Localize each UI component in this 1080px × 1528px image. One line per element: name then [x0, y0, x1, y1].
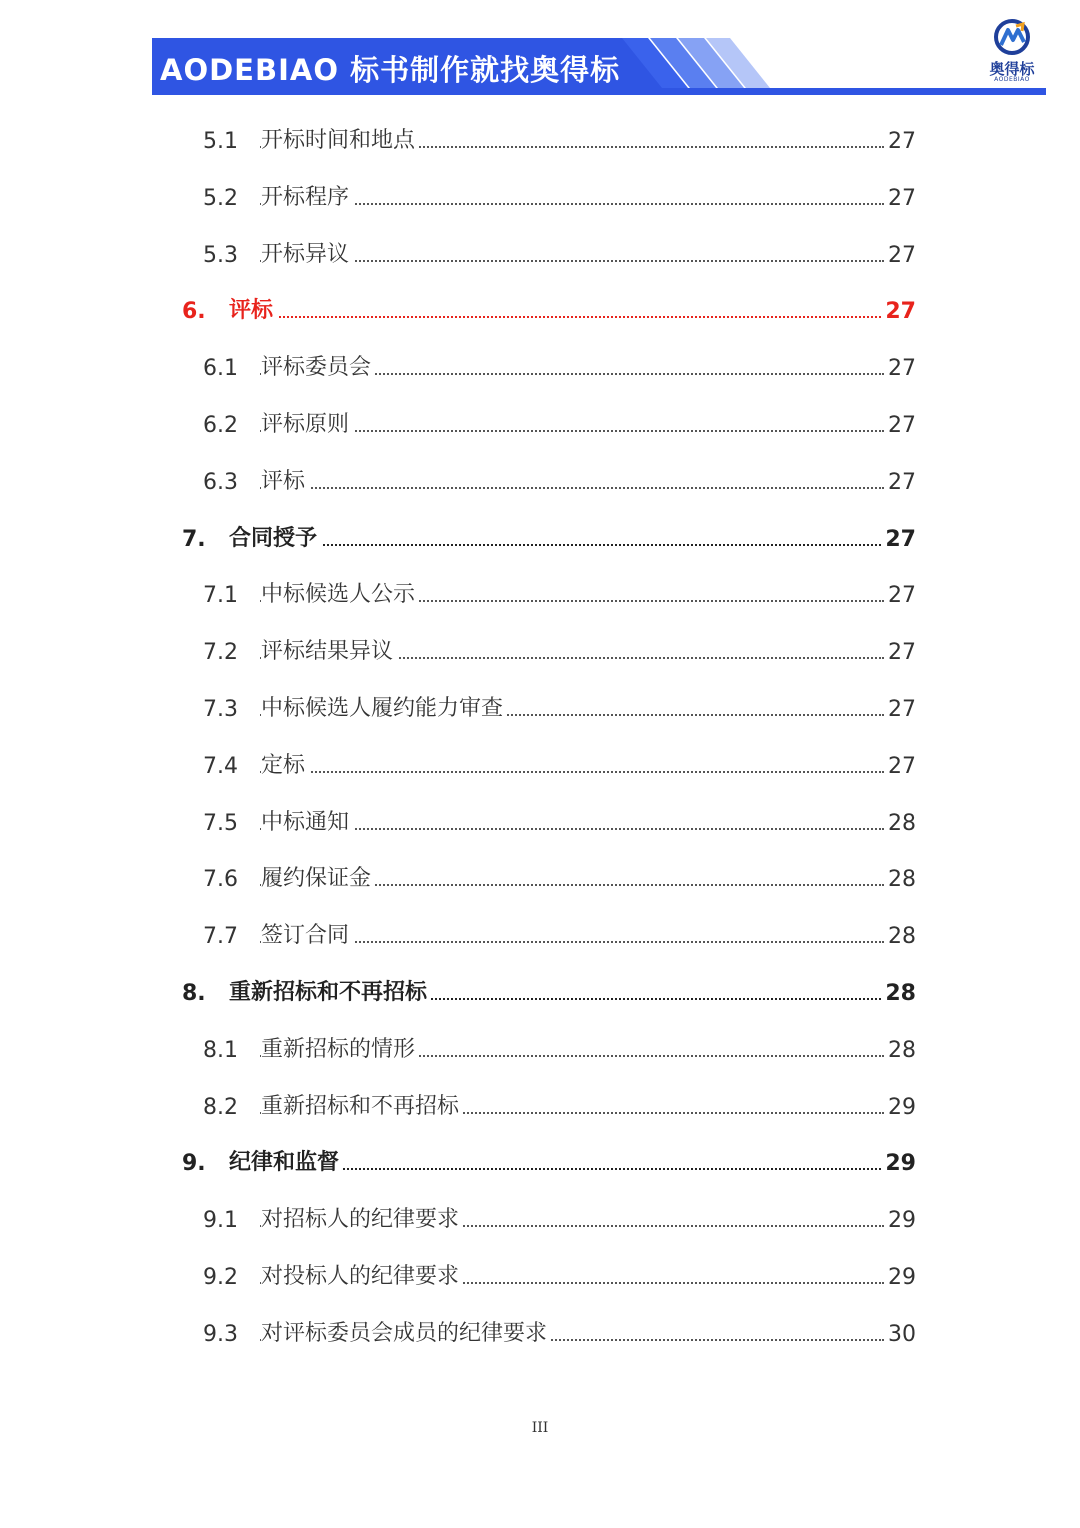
- brand-logo: [978, 18, 1046, 88]
- toc-entry-number: 8.: [182, 981, 206, 1006]
- toc-subsection-entry[interactable]: [0, 631, 1080, 671]
- toc-dot-leader: [260, 430, 884, 432]
- toc-section-entry[interactable]: [0, 518, 1080, 558]
- toc-subsection-entry[interactable]: [0, 461, 1080, 501]
- toc-entry-title: 合同授予: [229, 521, 321, 552]
- toc-entry-number: 9.1: [203, 1208, 238, 1234]
- toc-subsection-entry[interactable]: [0, 688, 1080, 728]
- toc-entry-title: 履约保证金: [261, 861, 375, 892]
- page-number: III: [531, 1420, 549, 1436]
- toc-subsection-entry[interactable]: [0, 404, 1080, 444]
- toc-entry-page: 28: [885, 1038, 916, 1063]
- toc-entry-title: 开标异议: [261, 237, 353, 268]
- toc-subsection-entry[interactable]: [0, 802, 1080, 842]
- toc-section-entry[interactable]: [0, 290, 1080, 330]
- toc-entry-title: 评标委员会: [261, 350, 375, 381]
- toc-entry-number: 7.: [182, 526, 206, 552]
- toc-entry-number: 9.: [182, 1151, 206, 1177]
- toc-entry-number: 9.3: [203, 1321, 238, 1347]
- toc-entry-number: 5.2: [203, 185, 238, 211]
- toc-entry-page: 28: [885, 811, 916, 836]
- toc-subsection-entry[interactable]: [0, 915, 1080, 955]
- toc-entry-number: 6.3: [203, 469, 238, 495]
- toc-subsection-entry[interactable]: [0, 858, 1080, 898]
- header-banner: [152, 38, 1046, 98]
- toc-entry-title: 评标: [261, 464, 309, 495]
- toc-section-entry[interactable]: [0, 972, 1080, 1012]
- toc-entry-number: 5.3: [203, 242, 238, 268]
- toc-entry-title: 中标通知: [261, 805, 353, 836]
- toc-subsection-entry[interactable]: [0, 1029, 1080, 1069]
- toc-entry-page: 28: [885, 924, 916, 949]
- toc-entry-title: 中标候选人公示: [261, 577, 419, 608]
- toc-entry-number: 5.1: [203, 129, 238, 154]
- toc-entry-title: 中标候选人履约能力审查: [261, 691, 507, 722]
- toc-entry-page: 29: [885, 1095, 916, 1120]
- toc-entry-page: 27: [885, 754, 916, 779]
- toc-entry-page: 28: [885, 867, 916, 892]
- toc-subsection-entry[interactable]: [0, 234, 1080, 274]
- toc-entry-title: 对招标人的纪律要求: [261, 1202, 463, 1233]
- toc-entry-number: 7.3: [203, 697, 238, 722]
- toc-entry-title: 对投标人的纪律要求: [261, 1259, 463, 1290]
- toc-entry-page: 27: [882, 527, 916, 552]
- toc-entry-page: 27: [882, 299, 916, 324]
- toc-subsection-entry[interactable]: [0, 1256, 1080, 1296]
- logo-mark-icon: [992, 18, 1032, 56]
- toc-entry-title: 评标原则: [261, 407, 353, 438]
- toc-entry-title: 评标结果异议: [261, 634, 397, 665]
- toc-dot-leader: [260, 544, 884, 546]
- toc-entry-number: 8.2: [203, 1094, 238, 1120]
- toc-entry-title: 重新招标和不再招标: [261, 1089, 463, 1120]
- toc-entry-page: 28: [882, 981, 916, 1006]
- toc-entry-number: 7.2: [203, 640, 238, 666]
- toc-subsection-entry[interactable]: [0, 574, 1080, 614]
- toc-entry-page: 29: [885, 1265, 916, 1290]
- toc-entry-number: 9.2: [203, 1265, 238, 1290]
- toc-entry-title: 对评标委员会成员的纪律要求: [261, 1316, 551, 1347]
- toc-entry-number: 7.5: [203, 810, 238, 836]
- toc-dot-leader: [260, 771, 884, 773]
- toc-entry-number: 6.1: [203, 356, 238, 382]
- toc-entry-number: 7.6: [203, 867, 238, 893]
- toc-subsection-entry[interactable]: [0, 1313, 1080, 1353]
- toc-entry-number: 7.1: [203, 583, 238, 609]
- toc-entry-number: 8.1: [203, 1037, 238, 1063]
- toc-subsection-entry[interactable]: [0, 1086, 1080, 1126]
- toc-subsection-entry[interactable]: [0, 347, 1080, 387]
- toc-dot-leader: [260, 828, 884, 830]
- toc-entry-page: 27: [885, 186, 916, 211]
- toc-subsection-entry[interactable]: [0, 1199, 1080, 1239]
- toc-entry-title: 签订合同: [261, 918, 353, 949]
- toc-entry-page: 27: [885, 470, 916, 495]
- toc-entry-page: 27: [885, 356, 916, 381]
- toc-dot-leader: [260, 203, 884, 205]
- toc-entry-number: 6.: [182, 299, 206, 325]
- toc-entry-page: 30: [885, 1322, 916, 1347]
- toc-subsection-entry[interactable]: [0, 745, 1080, 785]
- toc-entry-page: 27: [885, 413, 916, 438]
- logo-text-cn: 奥得标: [989, 60, 1035, 78]
- toc-entry-page: 27: [885, 129, 916, 154]
- logo-text-en: AODEBIAO: [994, 76, 1030, 83]
- toc-entry-title: 纪律和监督: [229, 1145, 343, 1176]
- toc-entry-title: 开标程序: [261, 180, 353, 211]
- toc-entry-page: 27: [885, 697, 916, 722]
- toc-entry-number: 7.7: [203, 924, 238, 950]
- toc-dot-leader: [260, 316, 884, 318]
- toc-dot-leader: [260, 260, 884, 262]
- toc-section-entry[interactable]: [0, 1142, 1080, 1182]
- toc-entry-page: 27: [885, 583, 916, 608]
- toc-entry-page: 29: [885, 1208, 916, 1233]
- toc-dot-leader: [260, 941, 884, 943]
- toc-dot-leader: [260, 1168, 884, 1170]
- toc-entry-number: 6.2: [203, 413, 238, 438]
- toc-entry-page: 29: [882, 1151, 916, 1176]
- toc-entry-title: 开标时间和地点: [261, 123, 419, 154]
- toc-entry-title: 定标: [261, 748, 309, 779]
- toc-entry-title: 重新招标的情形: [261, 1032, 419, 1063]
- toc-dot-leader: [260, 487, 884, 489]
- toc-subsection-entry[interactable]: [0, 120, 1080, 160]
- toc-entry-title: 重新招标和不再招标: [229, 975, 431, 1006]
- toc-entry-page: 27: [885, 243, 916, 268]
- toc-entry-title: 评标: [229, 293, 277, 324]
- toc-entry-page: 27: [885, 640, 916, 665]
- toc-entry-number: 7.4: [203, 753, 238, 779]
- toc-subsection-entry[interactable]: [0, 177, 1080, 217]
- banner-title: AODEBIAO 标书制作就找奥得标: [160, 53, 621, 87]
